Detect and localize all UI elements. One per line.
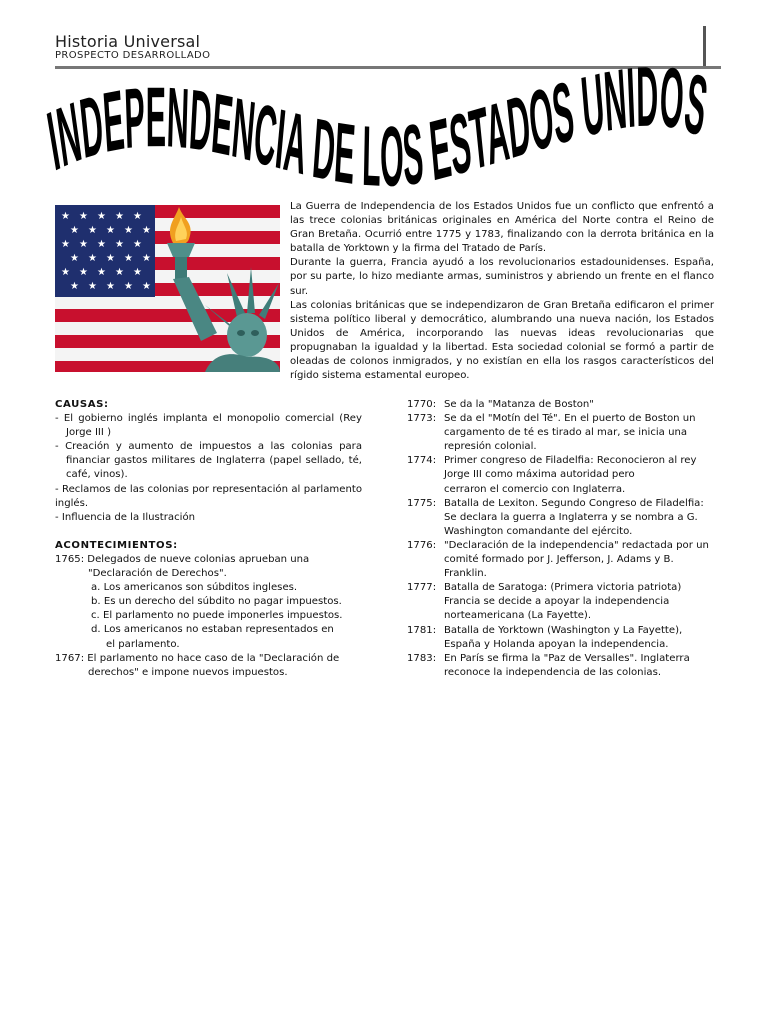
svg-text:★: ★ bbox=[88, 281, 97, 292]
intro-paragraph: Las colonias británicas que se independizaron de Gran Bretaña edificaron el primer sistema político liberal y democrático, alumbrando una nueva nación, los Estados Unidos de América, incorporando las nuevas ideas revolucionarias que propugnaban la igualdad y la libertad. Esta sociedad colonial se formó a partir de oleadas de colonos inmigrados, y no existían en ella los rasgos característicos del rígido sistema estamental europeo. bbox=[290, 299, 714, 382]
timeline-line: España y Holanda apoyan la independencia. bbox=[444, 638, 669, 650]
causa-item: - Influencia de la Ilustración bbox=[55, 511, 196, 523]
timeline-line: Washington comandante del ejército. bbox=[444, 525, 633, 537]
svg-text:★: ★ bbox=[70, 225, 79, 236]
svg-text:★: ★ bbox=[97, 267, 106, 278]
declaration-item-cont: el parlamento. bbox=[106, 638, 180, 650]
causa-item: - Reclamos de las colonias por representación al parlamento inglés. bbox=[55, 483, 362, 509]
timeline-line: "Declaración de la independencia" redactada por un bbox=[444, 539, 709, 551]
timeline-line: Se da la "Matanza de Boston" bbox=[444, 399, 594, 410]
timeline-year: 1775: bbox=[407, 497, 437, 509]
flag-statue-image bbox=[55, 205, 280, 372]
timeline-entry bbox=[407, 412, 714, 454]
declaration-item: b. Es un derecho del súbdito no pagar impuestos. bbox=[91, 596, 342, 608]
svg-text:★: ★ bbox=[133, 211, 142, 222]
svg-text:★: ★ bbox=[142, 281, 151, 292]
timeline-entry bbox=[407, 624, 714, 652]
timeline-year: 1776: bbox=[407, 539, 437, 551]
svg-text:★: ★ bbox=[115, 239, 124, 250]
svg-text:★: ★ bbox=[124, 281, 133, 292]
svg-text:★: ★ bbox=[97, 211, 106, 222]
timeline-line: Batalla de Saratoga: (Primera victoria patriota) bbox=[444, 582, 682, 594]
timeline-line: En París se firma la "Paz de Versalles". Inglaterra bbox=[444, 652, 690, 664]
timeline-column bbox=[407, 398, 714, 680]
svg-text:★: ★ bbox=[79, 211, 88, 222]
timeline-line: Se da el "Motín del Té". En el puerto de Boston un bbox=[444, 413, 696, 425]
svg-text:★: ★ bbox=[61, 239, 70, 250]
causa-item: - Creación y aumento de impuestos a las colonias para financiar gastos militares de Inglaterra (papel sellado, té, café, vinos). bbox=[55, 441, 362, 481]
svg-text:★: ★ bbox=[133, 267, 142, 278]
svg-text:★: ★ bbox=[79, 239, 88, 250]
timeline-line: cerraron el comercio con Inglaterra. bbox=[444, 483, 626, 495]
title-banner-textpath: INDEPENDENCIA DE LOS ESTADOS UNIDOS bbox=[41, 48, 726, 205]
intro-paragraph: Durante la guerra, Francia ayudó a los revolucionarios estadounidenses. España, por su parte, lo hizo mediante armas, suministros y abriendo un frente en el flanco sur. bbox=[290, 257, 714, 297]
header-subtitle: PROSPECTO DESARROLLADO bbox=[55, 50, 211, 61]
svg-text:★: ★ bbox=[124, 253, 133, 264]
timeline-line: norteamericana (La Fayette). bbox=[444, 610, 592, 622]
timeline-year: 1773: bbox=[407, 413, 437, 425]
timeline-year: 1783: bbox=[407, 652, 437, 664]
timeline-line: Jorge III como máxima autoridad pero bbox=[444, 469, 635, 481]
svg-text:★: ★ bbox=[61, 267, 70, 278]
timeline-line: Batalla de Yorktown (Washington y La Fayette), bbox=[444, 624, 683, 636]
timeline-entry bbox=[407, 398, 714, 412]
timeline-line: reconoce la independencia de las colonias. bbox=[444, 666, 662, 678]
svg-text:★: ★ bbox=[115, 211, 124, 222]
declaration-item: d. Los americanos no estaban representados en bbox=[91, 624, 334, 636]
title-banner-text bbox=[41, 48, 726, 205]
svg-text:★: ★ bbox=[79, 267, 88, 278]
causa-item: - El gobierno inglés implanta el monopolio comercial (Rey Jorge III ) bbox=[55, 413, 362, 439]
left-column bbox=[55, 398, 362, 680]
causas-heading: CAUSAS: bbox=[55, 399, 109, 410]
timeline-line: Francia se decide a apoyar la independencia bbox=[444, 596, 670, 608]
timeline-line: Se declara la guerra a Inglaterra y se nombra a G. bbox=[444, 511, 698, 523]
svg-text:★: ★ bbox=[142, 225, 151, 236]
svg-text:★: ★ bbox=[70, 253, 79, 264]
timeline-line: Primer congreso de Filadelfia: Reconocieron al rey bbox=[444, 455, 697, 467]
svg-text:★: ★ bbox=[106, 253, 115, 264]
svg-text:★: ★ bbox=[97, 239, 106, 250]
svg-text:★: ★ bbox=[106, 281, 115, 292]
svg-text:★: ★ bbox=[61, 211, 70, 222]
svg-text:★: ★ bbox=[142, 253, 151, 264]
svg-text:★: ★ bbox=[133, 239, 142, 250]
svg-text:★: ★ bbox=[88, 225, 97, 236]
timeline-entry bbox=[407, 652, 714, 680]
header-title: Historia Universal bbox=[55, 32, 201, 51]
svg-text:★: ★ bbox=[88, 253, 97, 264]
svg-text:★: ★ bbox=[115, 267, 124, 278]
timeline-line: represión colonial. bbox=[444, 441, 537, 453]
declaration-item: c. El parlamento no puede imponerles impuestos. bbox=[91, 610, 343, 622]
event-1767: 1767: El parlamento no hace caso de la "Declaración de derechos" e impone nuevos impuestos. bbox=[55, 652, 340, 678]
timeline-line: Franklin. bbox=[444, 568, 487, 580]
svg-text:★: ★ bbox=[106, 225, 115, 236]
intro-paragraph: La Guerra de Independencia de los Estados Unidos fue un conflicto que enfrentó a las trece colonias británicas originales en América del Norte contra el Reino de Gran Bretaña. Ocurrió entre 1775 y 1783, finalizando con la derrota británica en la batalla de Yorktown y la firma del Tratado de París. bbox=[290, 201, 714, 255]
svg-text:★: ★ bbox=[124, 225, 133, 236]
svg-text:★: ★ bbox=[70, 281, 79, 292]
timeline-entry bbox=[407, 497, 714, 539]
timeline-entry bbox=[407, 581, 714, 623]
timeline-entry bbox=[407, 454, 714, 496]
timeline-year: 1770: bbox=[407, 399, 437, 410]
event-1765: 1765: Delegados de nueve colonias aprueban una "Declaración de Derechos". bbox=[55, 553, 310, 580]
timeline-year: 1777: bbox=[407, 582, 437, 594]
timeline-year: 1781: bbox=[407, 624, 437, 636]
timeline-line: cargamento de té es tirado al mar, se inicia una bbox=[444, 427, 688, 439]
timeline-year: 1774: bbox=[407, 455, 437, 467]
acontecimientos-heading: ACONTECIMIENTOS: bbox=[55, 539, 178, 551]
timeline-entry bbox=[407, 539, 714, 581]
declaration-item: a. Los americanos son súbditos ingleses. bbox=[91, 582, 298, 594]
timeline-line: Batalla de Lexiton. Segundo Congreso de Filadelfia: bbox=[444, 497, 704, 509]
flag-statue-illustration bbox=[55, 205, 280, 372]
intro-text bbox=[290, 200, 714, 383]
timeline-line: comité formado por J. Jefferson, J. Adams y B. bbox=[444, 554, 674, 566]
